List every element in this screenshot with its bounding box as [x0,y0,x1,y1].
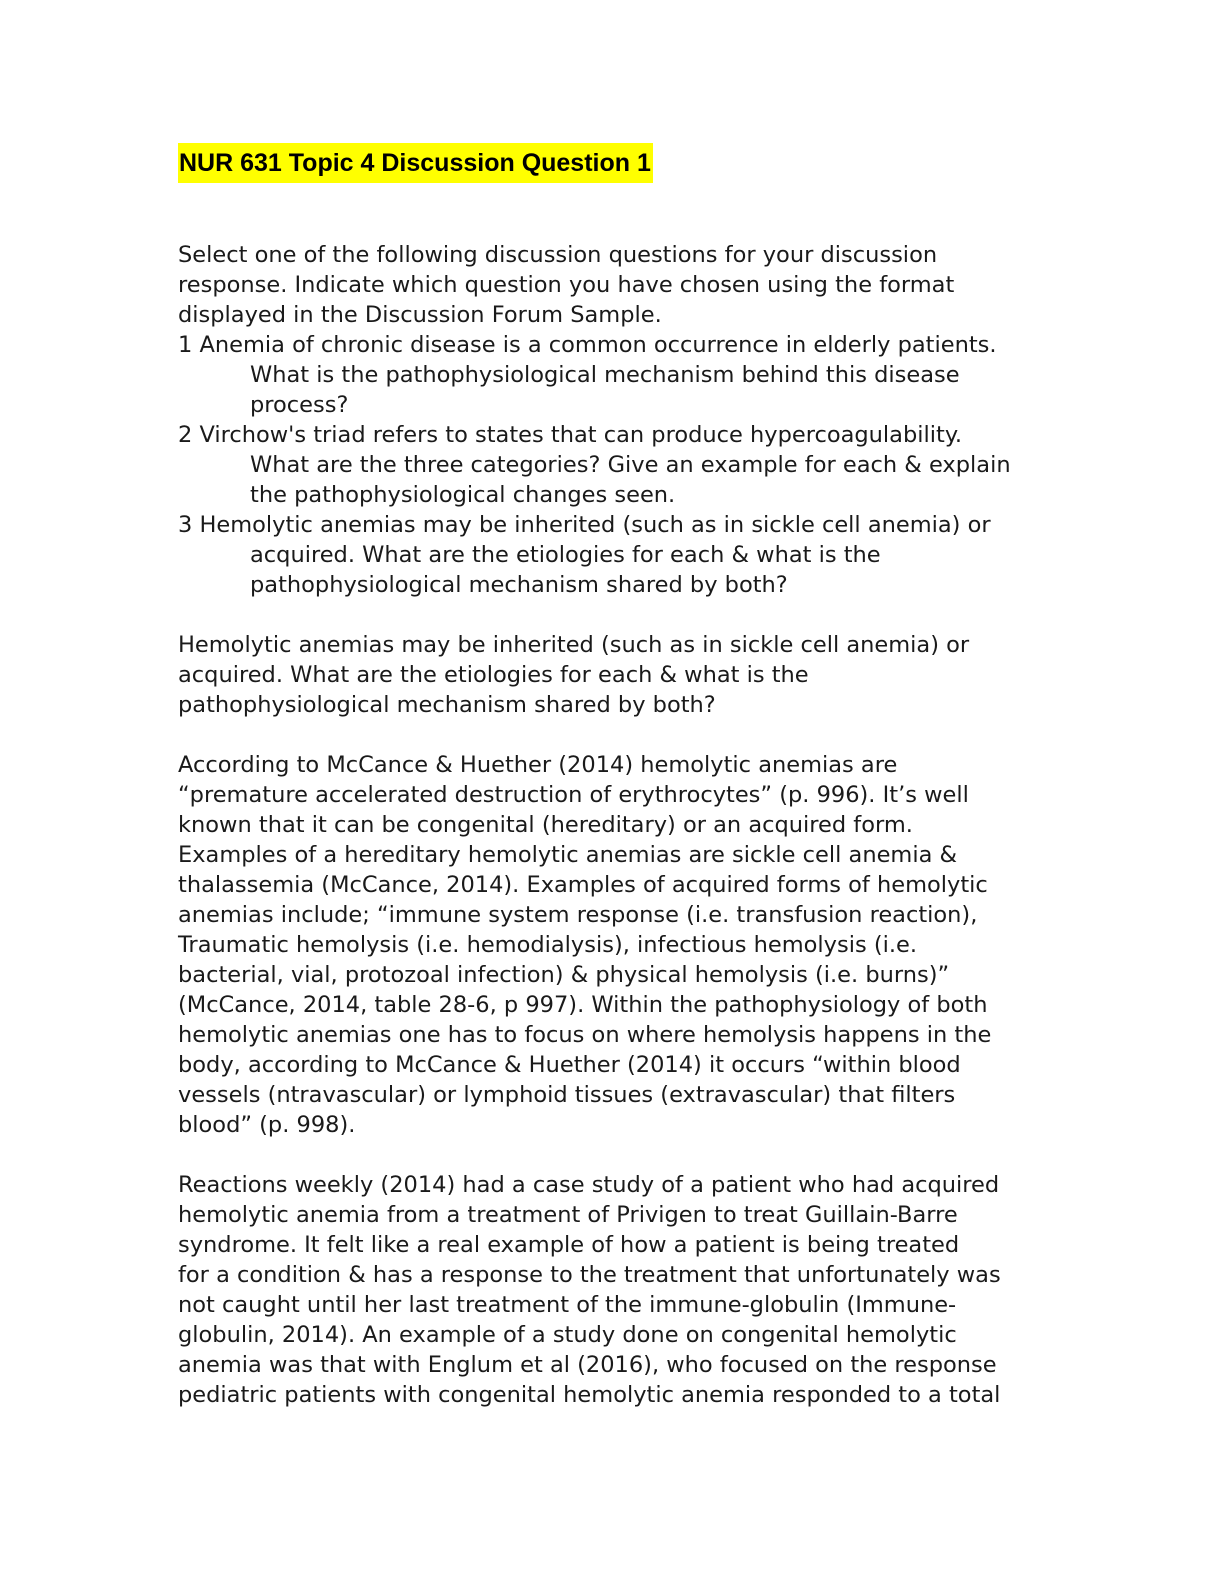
paragraph-line: hemolytic anemias one has to focus on where hemolysis happens in the [178,1022,992,1048]
paragraph-line: syndrome. It felt like a real example of how a patient is being treated [178,1232,960,1258]
paragraph-line: pediatric patients with congenital hemolytic anemia responded to a total [178,1382,1001,1408]
question-line: What is the pathophysiological mechanism behind this disease [250,362,960,388]
question-line: What are the three categories? Give an example for each & explain [250,452,1011,478]
paragraph-line: hemolytic anemia from a treatment of Privigen to treat Guillain-Barre [178,1202,958,1228]
paragraph-line: vessels (ntravascular) or lymphoid tissues (extravascular) that filters [178,1082,956,1108]
intro-line: displayed in the Discussion Forum Sample. [178,302,662,328]
question-line: 1 Anemia of chronic disease is a common occurrence in elderly patients. [178,332,997,358]
paragraph-line: anemia was that with Englum et al (2016), who focused on the response [178,1352,997,1378]
question-line: process? [250,392,349,418]
chosen-line: Hemolytic anemias may be inherited (such as in sickle cell anemia) or [178,632,970,658]
paragraph-line: thalassemia (McCance, 2014). Examples of acquired forms of hemolytic [178,872,988,898]
paragraph-line: not caught until her last treatment of the immune-globulin (Immune- [178,1292,957,1318]
body-paragraph-2 [178,1170,1044,1410]
body-paragraph-1 [178,750,1044,1140]
chosen-line: acquired. What are the etiologies for each & what is the [178,662,809,688]
question-item-1 [178,330,1044,420]
paragraph-line: globulin, 2014). An example of a study done on congenital hemolytic [178,1322,957,1348]
paragraph-line: Examples of a hereditary hemolytic anemias are sickle cell anemia & [178,842,958,868]
paragraph-line: for a condition & has a response to the treatment that unfortunately was [178,1262,1001,1288]
document-body [178,240,1044,1410]
intro-line: response. Indicate which question you have chosen using the format [178,272,955,298]
paragraph-line: anemias include; “immune system response (i.e. transfusion reaction), [178,902,978,928]
paragraph-line: Traumatic hemolysis (i.e. hemodialysis), infectious hemolysis (i.e. [178,932,918,958]
paragraph-line: body, according to McCance & Huether (2014) it occurs “within blood [178,1052,961,1078]
question-line: 2 Virchow's triad refers to states that can produce hypercoagulability. [178,422,963,448]
question-line: the pathophysiological changes seen. [250,482,676,508]
question-item-2 [178,420,1044,510]
question-line: pathophysiological mechanism shared by both? [250,572,788,598]
intro-line: Select one of the following discussion questions for your discussion [178,242,938,268]
document-title: NUR 631 Topic 4 Discussion Question 1 [178,143,653,183]
question-item-3 [178,510,1044,600]
spacer [178,600,1044,630]
spacer [178,1140,1044,1170]
paragraph-line: blood” (p. 998). [178,1112,356,1138]
spacer [178,720,1044,750]
paragraph-line: bacterial, vial, protozoal infection) & physical hemolysis (i.e. burns)” [178,962,950,988]
chosen-question-paragraph [178,630,1044,720]
paragraph-line: According to McCance & Huether (2014) hemolytic anemias are [178,752,898,778]
chosen-line: pathophysiological mechanism shared by both? [178,692,716,718]
question-line: 3 Hemolytic anemias may be inherited (such as in sickle cell anemia) or [178,512,991,538]
paragraph-line: known that it can be congenital (hereditary) or an acquired form. [178,812,913,838]
question-line: acquired. What are the etiologies for each & what is the [250,542,881,568]
question-list [178,330,1044,600]
paragraph-line: “premature accelerated destruction of erythrocytes” (p. 996). It’s well [178,782,969,808]
intro-paragraph [178,240,1044,330]
paragraph-line: (McCance, 2014, table 28-6, p 997). Within the pathophysiology of both [178,992,988,1018]
paragraph-line: Reactions weekly (2014) had a case study of a patient who had acquired [178,1172,1000,1198]
